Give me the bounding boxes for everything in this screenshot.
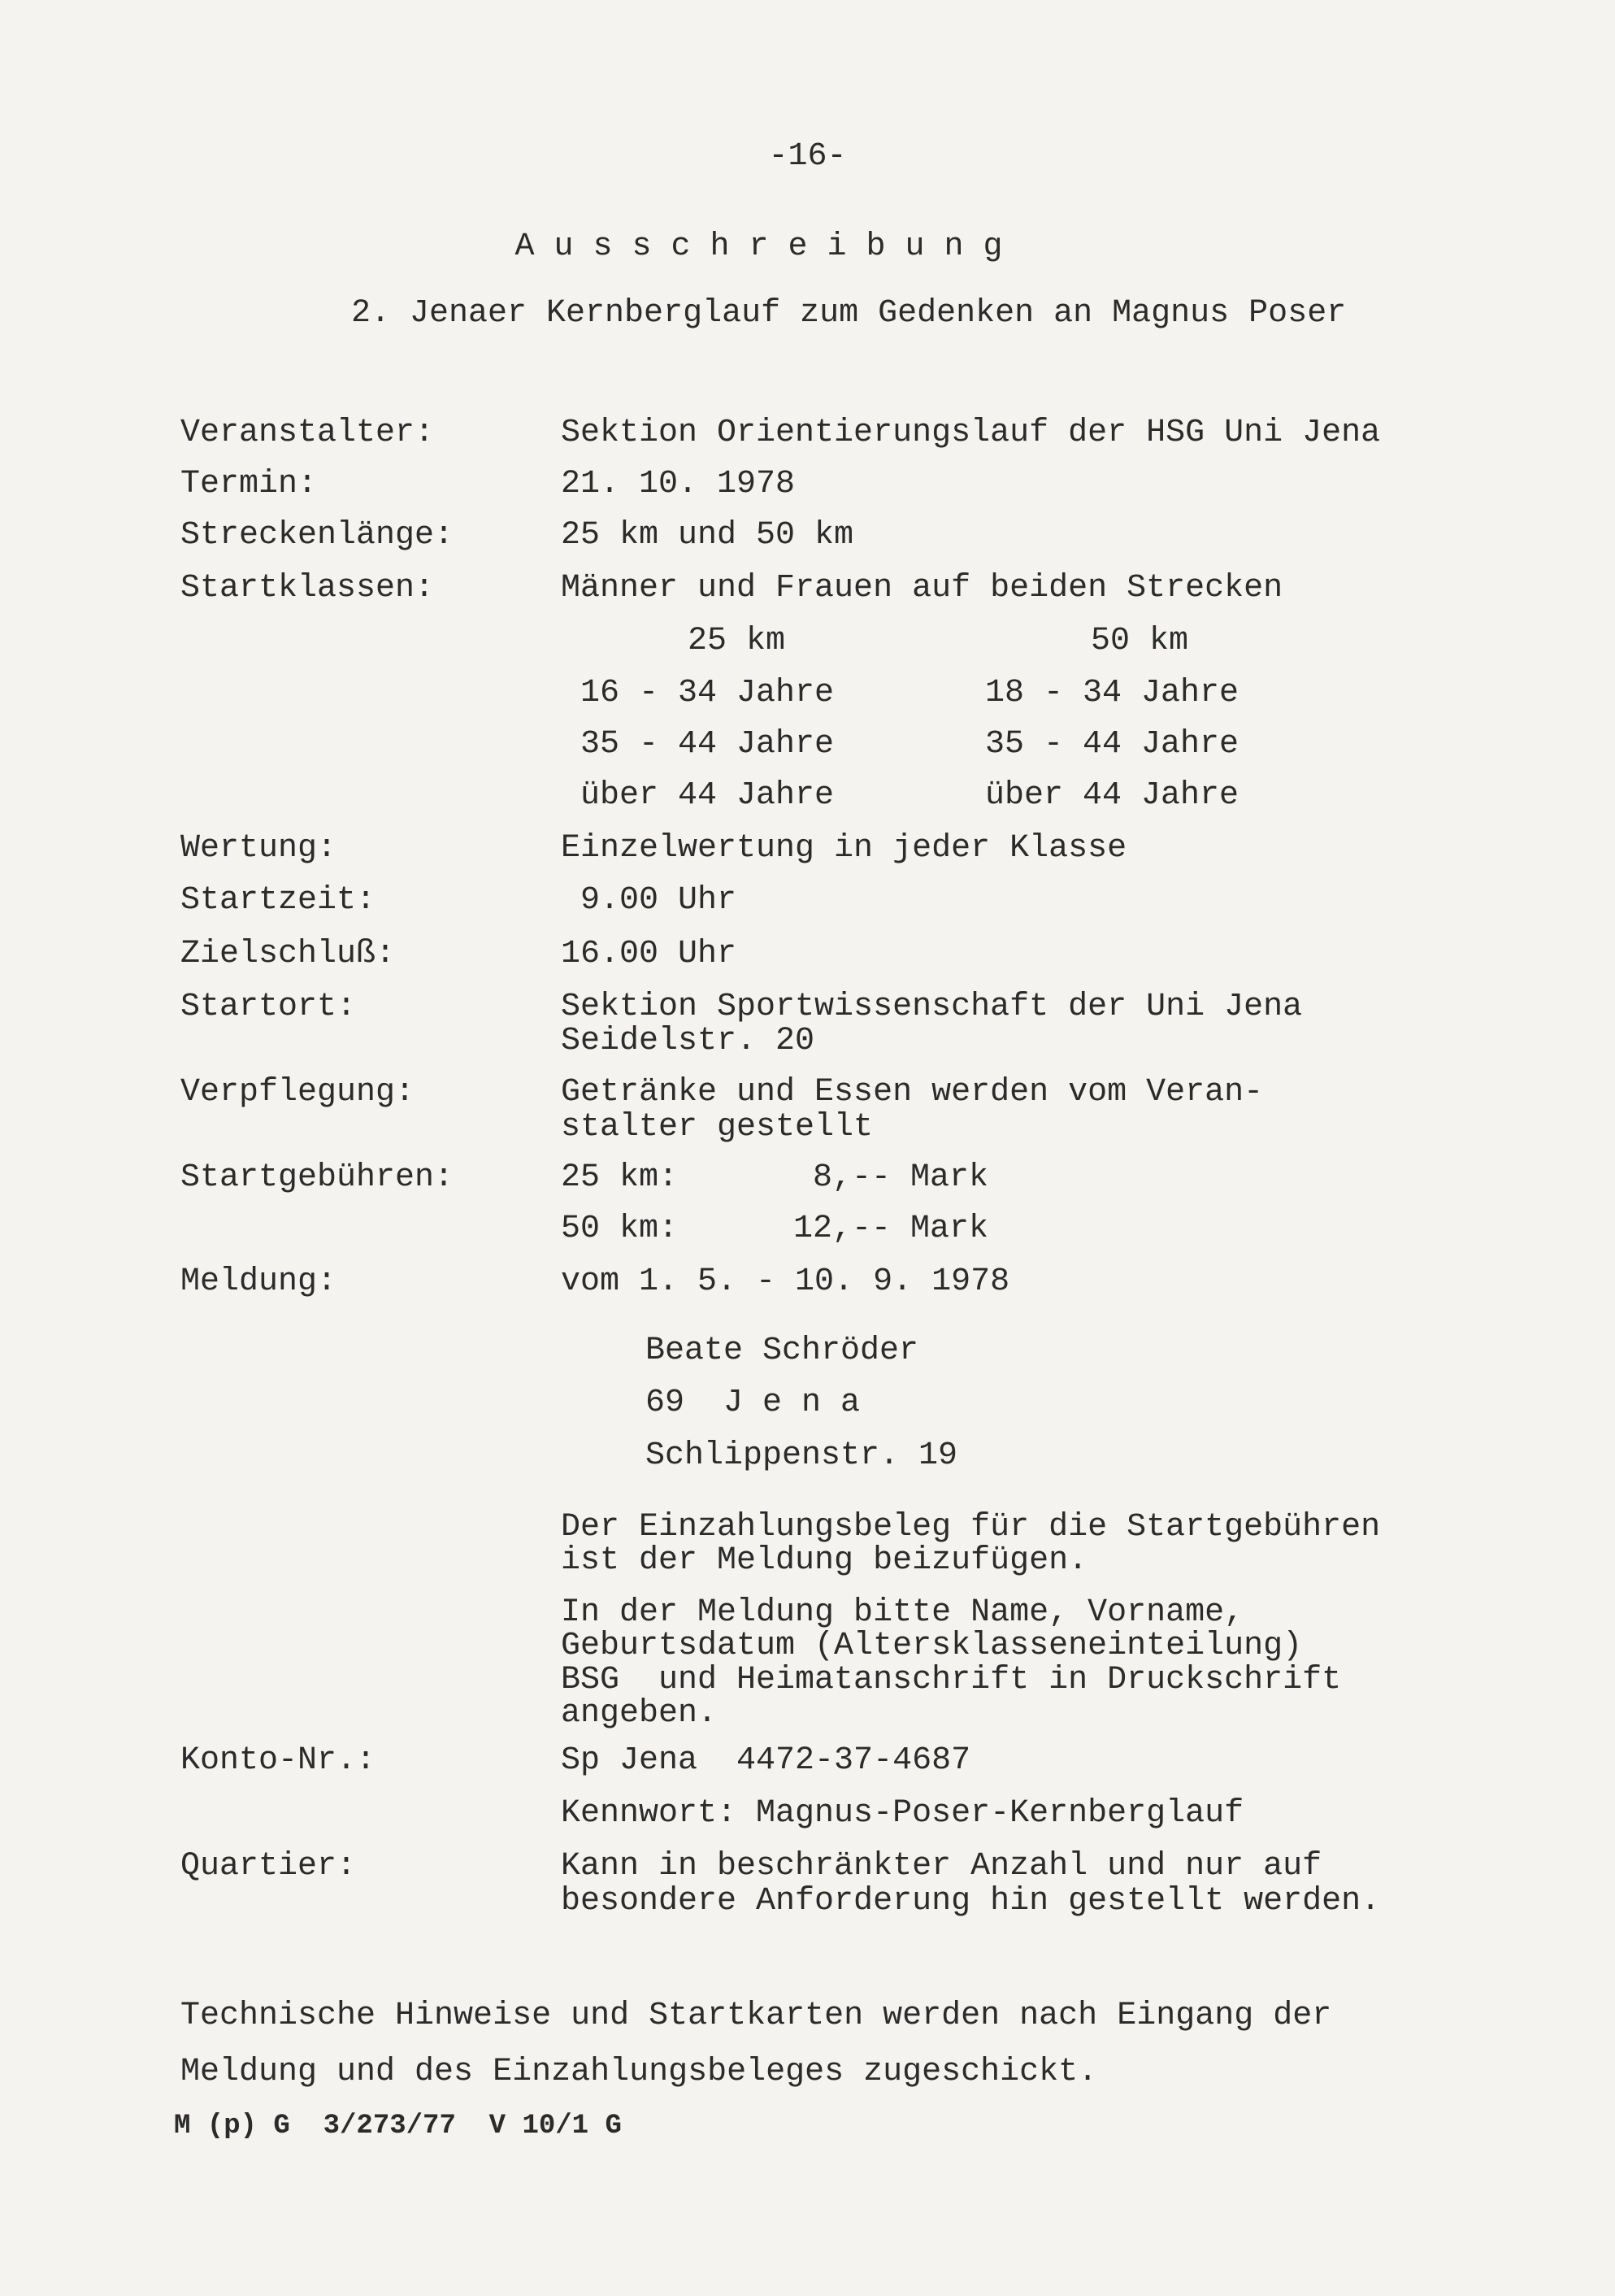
value-kennwort: Kennwort: Magnus-Poser-Kernberglauf	[561, 1795, 1244, 1832]
value-wertung: Einzelwertung in jeder Klasse	[561, 830, 1127, 867]
value-meldung: vom 1. 5. - 10. 9. 1978	[561, 1263, 1010, 1300]
label-meldung: Meldung:	[180, 1263, 337, 1300]
value-startort-line1: Sektion Sportwissenschaft der Uni Jena	[561, 989, 1303, 1025]
label-zielschluss: Zielschluß:	[180, 936, 396, 972]
classes-col2-row: 18 - 34 Jahre	[985, 675, 1239, 711]
value-verpflegung-line1: Getränke und Essen werden vom Veran-	[561, 1074, 1264, 1111]
label-quartier: Quartier:	[180, 1848, 357, 1885]
address-name: Beate Schröder	[645, 1333, 919, 1369]
value-fee-25-distance: 25 km:	[561, 1159, 679, 1196]
note-einzahlung-line1: Der Einzahlungsbeleg für die Startgebühren	[561, 1509, 1381, 1546]
document-title: A u s s c h r e i b u n g	[514, 228, 1003, 265]
value-startzeit: 9.00 Uhr	[580, 882, 737, 919]
footer-line2: Meldung und des Einzahlungsbeleges zugeschickt.	[180, 2054, 1098, 2090]
label-termin: Termin:	[180, 466, 318, 502]
note-meldung-line2: Geburtsdatum (Altersklasseneinteilung)	[561, 1628, 1303, 1664]
label-wertung: Wertung:	[180, 830, 337, 867]
label-veranstalter: Veranstalter:	[180, 415, 435, 451]
value-zielschluss: 16.00 Uhr	[561, 936, 737, 972]
note-einzahlung-line2: ist der Meldung beizufügen.	[561, 1542, 1088, 1579]
note-meldung-line3: BSG und Heimatanschrift in Druckschrift	[561, 1662, 1342, 1698]
value-konto: Sp Jena 4472-37-4687	[561, 1742, 971, 1779]
label-startort: Startort:	[180, 989, 357, 1025]
value-streckenlaenge: 25 km und 50 km	[561, 517, 854, 554]
classes-col1-row: 35 - 44 Jahre	[580, 726, 835, 763]
address-city: 69 J e n a	[645, 1385, 861, 1421]
value-quartier-line2: besondere Anforderung hin gestellt werden.	[561, 1883, 1381, 1920]
value-fee-25-price: 8,-- Mark	[813, 1159, 989, 1196]
value-termin: 21. 10. 1978	[561, 466, 796, 502]
value-veranstalter: Sektion Orientierungslauf der HSG Uni Jena	[561, 415, 1381, 451]
label-startzeit: Startzeit:	[180, 882, 376, 919]
classes-col1-row: über 44 Jahre	[580, 777, 835, 814]
note-meldung-line1: In der Meldung bitte Name, Vorname,	[561, 1594, 1244, 1631]
label-startklassen: Startklassen:	[180, 570, 435, 607]
document-subtitle: 2. Jenaer Kernberglauf zum Gedenken an Magnus Poser	[351, 295, 1347, 332]
label-verpflegung: Verpflegung:	[180, 1074, 415, 1111]
value-fee-50-distance: 50 km:	[561, 1211, 679, 1247]
value-startort-line2: Seidelstr. 20	[561, 1023, 815, 1059]
address-street: Schlippenstr. 19	[645, 1437, 958, 1474]
value-verpflegung-line2: stalter gestellt	[561, 1109, 874, 1146]
classes-col1-row: 16 - 34 Jahre	[580, 675, 835, 711]
footer-line1: Technische Hinweise und Startkarten werden nach Eingang der	[180, 1998, 1332, 2034]
print-code: M (p) G 3/273/77 V 10/1 G	[174, 2111, 622, 2142]
classes-col2-head: 50 km	[1091, 623, 1189, 659]
label-konto: Konto-Nr.:	[180, 1742, 376, 1779]
page-number: -16-	[768, 138, 847, 175]
value-quartier-line1: Kann in beschränkter Anzahl und nur auf	[561, 1848, 1322, 1885]
classes-col1-head: 25 km	[688, 623, 786, 659]
note-meldung-line4: angeben.	[561, 1695, 718, 1732]
classes-col2-row: über 44 Jahre	[985, 777, 1239, 814]
label-startgebuehren: Startgebühren:	[180, 1159, 454, 1196]
value-startklassen: Männer und Frauen auf beiden Strecken	[561, 570, 1283, 607]
value-fee-50-price: 12,-- Mark	[793, 1211, 989, 1247]
classes-col2-row: 35 - 44 Jahre	[985, 726, 1239, 763]
label-streckenlaenge: Streckenlänge:	[180, 517, 454, 554]
